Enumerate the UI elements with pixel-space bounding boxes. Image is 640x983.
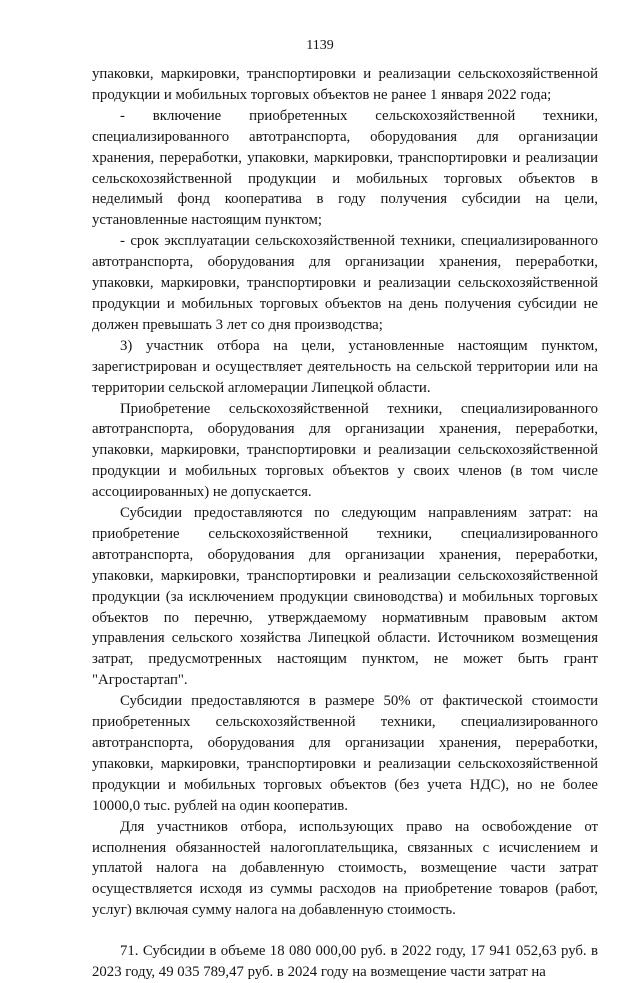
bullet-item-inclusion: - включение приобретенных сельскохозяйственной техники, специализированного автотранспорта, оборудования для организации хранения, переработки, упаковки, маркировки, транспортировки и реализации сельскохозяйственной продукции и мобильных торговых объектов в неделимый фонд кооператива в году получения субсидии на цели, установленные настоящим пунктом;: [92, 107, 598, 229]
document-body: [92, 64, 598, 983]
numbered-item-71: 71. Субсидии в объеме 18 080 000,00 руб. в 2022 году, 17 941 052,63 руб. в 2023 году, 49 035 789,47 руб. в 2024 году на возмещение части затрат на: [92, 943, 598, 981]
paragraph-purchase-restriction: Приобретение сельскохозяйственной техники, специализированного автотранспорта, оборудования для организации хранения, переработки, упаковки, маркировки, транспортировки и реализации сельскохозяйственной продукции и мобильных торговых объектов у своих членов (в том числе ассоциированных) не допускается.: [92, 400, 598, 501]
paragraph-subsidy-amount: Субсидии предоставляются в размере 50% от фактической стоимости приобретенных сельскохозяйственной техники, специализированного автотранспорта, оборудования для организации хранения, переработки, упаковки, маркировки, транспортировки и реализации сельскохозяйственной продукции и мобильных торговых объектов (без учета НДС), но не более 10000,0 тыс. рублей на один кооператив.: [92, 693, 598, 814]
bullet-item-service-life: - срок эксплуатации сельскохозяйственной техники, специализированного автотранспорта, оборудования для организации хранения, переработки, упаковки, маркировки, транспортировки и реализации сельскохозяйственной продукции и мобильных торговых объектов на день получения субсидии не должен превышать 3 лет со дня производства;: [92, 233, 598, 333]
page-number: 1139: [306, 38, 334, 53]
numbered-item-3: 3) участник отбора на цели, установленные настоящим пунктом, зарегистрирован и осуществляет деятельность на сельской территории или на территории сельской агломерации Липецкой области.: [92, 337, 598, 396]
paragraph-cost-directions: Субсидии предоставляются по следующим направлениям затрат: на приобретение сельскохозяйственной техники, специализированного автотранспорта, оборудования для организации хранения, переработки, упаковки, маркировки, транспортировки и реализации сельскохозяйственной продукции (за исключением продукции свиноводства) и мобильных торговых объектов по перечню, утверждаемому нормативным правовым актом управления сельского хозяйства Липецкой области. Источником возмещения затрат, предусмотренных настоящим пунктом, не может быть грант "Агростартап".: [92, 505, 598, 689]
paragraph-continuation: упаковки, маркировки, транспортировки и реализации сельскохозяйственной продукции и мобильных торговых объектов не ранее 1 января 2022 года;: [92, 66, 598, 103]
paragraph-vat-exemption: Для участников отбора, использующих право на освобождение от исполнения обязанностей налогоплательщика, связанных с исчислением и уплатой налога на добавленную стоимость, возмещение части затрат осуществляется исходя из суммы расходов на приобретение товаров (работ, услуг) включая сумму налога на добавленную стоимость.: [92, 818, 598, 919]
paragraph-spacer: [92, 921, 598, 941]
